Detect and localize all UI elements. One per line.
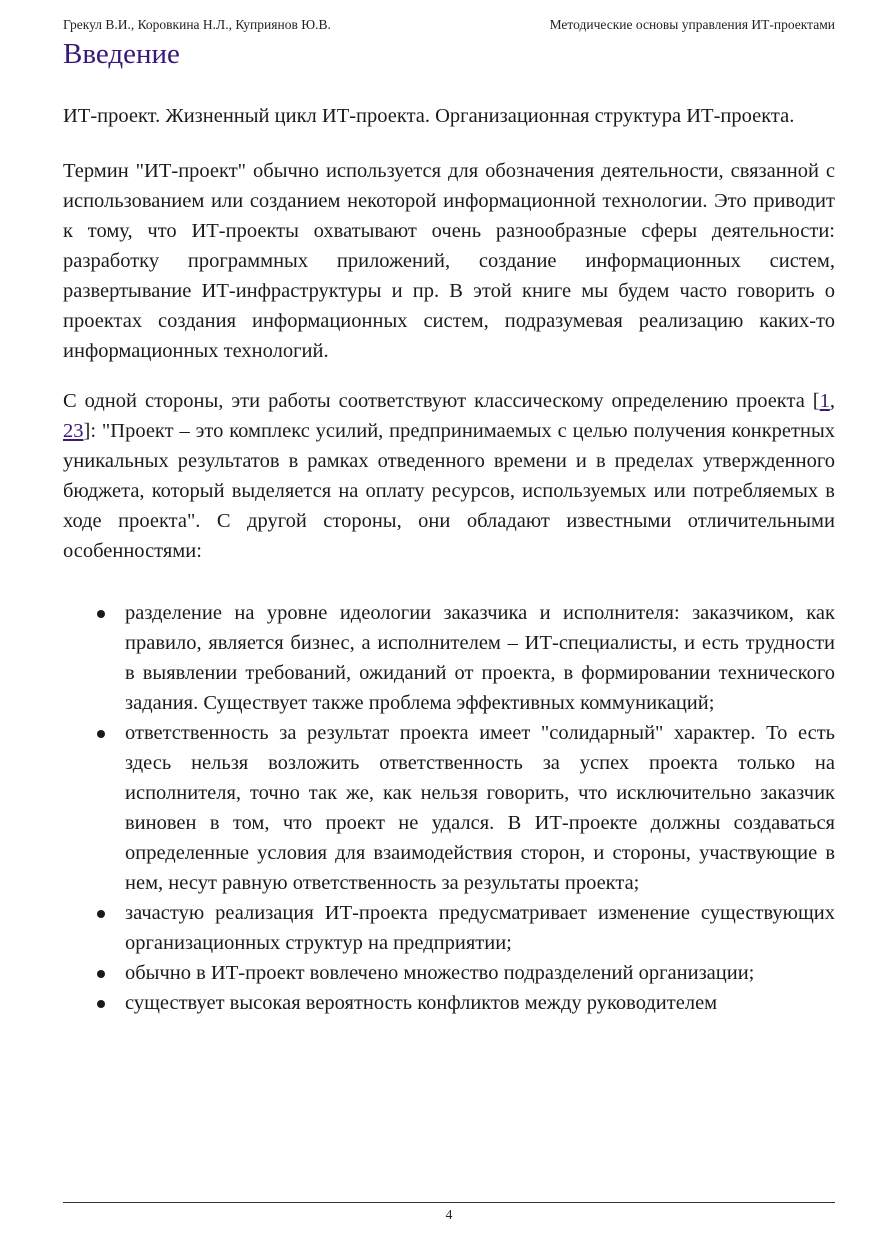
header-book-title: Методические основы управления ИТ-проектами <box>549 17 835 32</box>
list-item <box>63 988 835 1018</box>
reference-link-1[interactable]: 1 <box>819 390 830 412</box>
definition-paragraph <box>63 386 835 566</box>
list-item <box>63 598 835 718</box>
section-title: Введение <box>63 38 180 70</box>
header-authors: Грекул В.И., Коровкина Н.Л., Куприянов Ю.В. <box>63 17 331 32</box>
bullet-icon <box>97 970 105 978</box>
list-item-text: обычно в ИТ-проект вовлечено множество подразделений организации; <box>125 962 755 984</box>
bullet-icon <box>97 730 105 738</box>
definition-text-start: С одной стороны, эти работы соответствуют классическому определению проекта [ <box>63 390 820 412</box>
list-item-text: разделение на уровне идеологии заказчика и исполнителя: заказчиком, как правило, является бизнес, а исполнителем – ИТ-специалисты, и есть трудности в выявлении требований, ожиданий от проекта, в формировании технического задания. Существует также проблема эффективных коммуникаций; <box>125 602 835 714</box>
list-item <box>63 958 835 988</box>
definition-text-end: ]: "Проект – это комплекс усилий, предпринимаемых с целью получения конкретных уникальных результатов в рамках отведенного времени и в пределах утвержденного бюджета, который выделяется на оплату ресурсов, используемых или потребляемых в ходе проекта". С другой стороны, они обладают известными отличительными особенностями: <box>63 420 835 562</box>
page-number: 4 <box>445 1207 453 1222</box>
running-header <box>63 17 835 35</box>
bullet-icon <box>97 910 105 918</box>
footer-divider <box>63 1202 835 1203</box>
bullet-icon <box>97 610 105 618</box>
features-list <box>63 598 835 1018</box>
list-item-text: ответственность за результат проекта имеет "солидарный" характер. То есть здесь нельзя возложить ответственность за успех проекта только на исполнителя, точно так же, как нельзя говорить, что исключительно заказчик виновен в том, что проект не удался. В ИТ-проекте должны создаваться определенные условия для взаимодействия сторон, и стороны, участвующие в нем, несут равную ответственность за результаты проекта; <box>125 722 835 894</box>
bullet-icon <box>97 1000 105 1008</box>
term-paragraph: Термин "ИТ-проект" обычно используется для обозначения деятельности, связанной с использованием или созданием некоторой информационной технологии. Это приводит к тому, что ИТ-проекты охватывают очень разнообразные сферы деятельности: разработку программных приложений, создание информационных систем, развертывание ИТ-инфраструктуры и пр. В этой книге мы будем часто говорить о проектах создания информационных систем, подразумевая реализацию каких-то информационных технологий. <box>63 160 835 362</box>
document-page <box>63 0 835 1241</box>
reference-link-23[interactable]: 23 <box>63 420 84 442</box>
list-item-text: зачастую реализация ИТ-проекта предусматривает изменение существующих организационных структур на предприятии; <box>125 902 835 954</box>
list-item-text: существует высокая вероятность конфликтов между руководителем <box>125 992 718 1014</box>
document-body <box>63 101 835 1018</box>
list-item <box>63 898 835 958</box>
intro-paragraph: ИТ-проект. Жизненный цикл ИТ-проекта. Организационная структура ИТ-проекта. <box>63 105 795 127</box>
reference-separator: , <box>829 390 835 412</box>
list-item <box>63 718 835 898</box>
